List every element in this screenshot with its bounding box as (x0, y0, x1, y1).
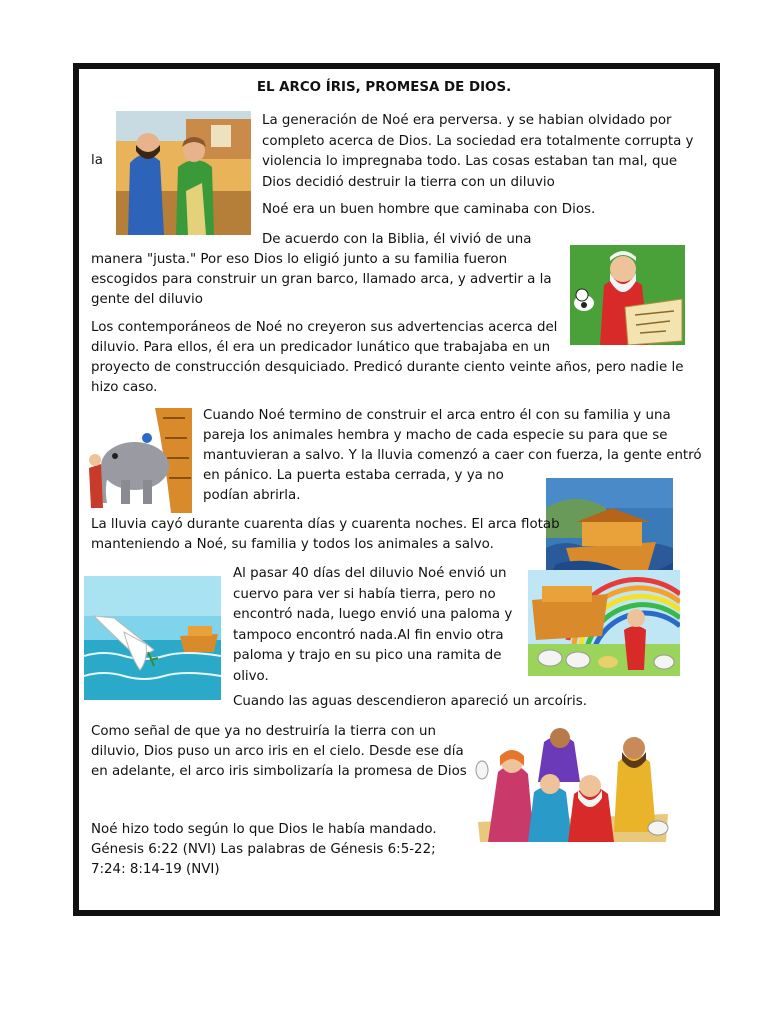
p6-line-1: La lluvia cayó durante cuarenta días y cuarenta noches. El arca flotab (91, 517, 560, 532)
p9-line-3: en adelante, el arco iris simbolizaría la promesa de Dios (91, 764, 467, 779)
p6-line-2: manteniendo a Noé, su familia y todos los animales a salvo. (91, 537, 494, 552)
p7-line-3: encontró nada, luego envió una paloma y (233, 607, 513, 622)
paragraph-2: Noé era un buen hombre que caminaba con Dios. (262, 202, 596, 217)
p3-line-4: gente del diluvio (91, 292, 203, 307)
paragraph-7 (233, 564, 520, 687)
p10-line-3: 7:24: 8:14-19 (NVI) (91, 862, 220, 877)
illustration-rainbow-animals (528, 570, 680, 676)
paragraph-1 (262, 111, 694, 193)
p1-line-3: violencia lo impregnaba todo. Las cosas estaban tan mal, que (262, 154, 678, 169)
p9-line-2: diluvio, Dios puso un arco iris en el cielo. Desde ese día (91, 744, 464, 759)
p1-line-1: La generación de Noé era perversa. y se habian olvidado por (262, 113, 672, 128)
illustration-wicked-people (116, 111, 251, 235)
p7-line-6: olivo. (233, 668, 269, 684)
illustration-noah-plans (570, 245, 685, 345)
page-title: EL ARCO ÍRIS, PROMESA DE DIOS. (256, 80, 512, 95)
p7-line-1: Al pasar 40 días del diluvio Noé envió un (233, 566, 507, 581)
p10-line-2: Génesis 6:22 (NVI) Las palabras de Génesis 6:5-22; (91, 842, 436, 857)
p1-line-4: Dios decidió destruir la tierra con un diluvio (262, 174, 555, 190)
p7-line-2: cuervo para ver si había tierra, pero no (233, 586, 496, 602)
illustration-ark-storm (546, 478, 673, 582)
p3-line-1: De acuerdo con la Biblia, él vivió de una (262, 232, 532, 247)
lead-word: la (91, 153, 103, 168)
p9-line-1: Como señal de que ya no destruiría la tierra con un (91, 724, 436, 739)
p1-line-2: completo acerca de Dios. La sociedad era totalmente corrupta y (262, 133, 694, 149)
p7-line-5: paloma y trajo en su pico una ramita de (233, 648, 502, 663)
p5-line-1: Cuando Noé termino de construir el arca entro él con su familia y una (203, 408, 671, 423)
illustration-family-praying (468, 722, 676, 842)
p7-line-4: tampoco encontró nada.Al fin envio otra (233, 627, 504, 643)
illustration-dove (84, 576, 221, 700)
illustration-animals-boarding (85, 408, 192, 513)
p4-line-3: proyecto de construcción desquiciado. Predicó durante ciento veinte años, pero nadie le (91, 360, 684, 375)
p4-line-1: Los contemporáneos de Noé no creyeron sus advertencias acerca del (91, 320, 558, 335)
p5-line-5: podían abrirla. (203, 488, 301, 503)
p5-line-3: mantuvieran a salvo. Y la lluvia comenzó a caer con fuerza, la gente entró (203, 448, 702, 463)
p4-line-4: hizo caso. (91, 380, 158, 395)
p5-line-2: pareja los animales hembra y macho de cada especie su para que se (203, 428, 668, 443)
paragraph-8: Cuando las aguas descendieron apareció un arcoíris. (233, 694, 587, 709)
p5-line-4: en pánico. La puerta estaba cerrada, y ya no (203, 468, 504, 483)
p4-line-2: diluvio. Para ellos, él era un predicador lunático que trabajaba en un (91, 340, 551, 355)
p3-line-3: escogidos para construir un gran barco, llamado arca, y advertir a la (91, 272, 552, 287)
p3-line-2: manera "justa." Por eso Dios lo eligió junto a su familia fueron (91, 252, 508, 267)
p10-line-1: Noé hizo todo según lo que Dios le había mandado. (91, 822, 437, 837)
